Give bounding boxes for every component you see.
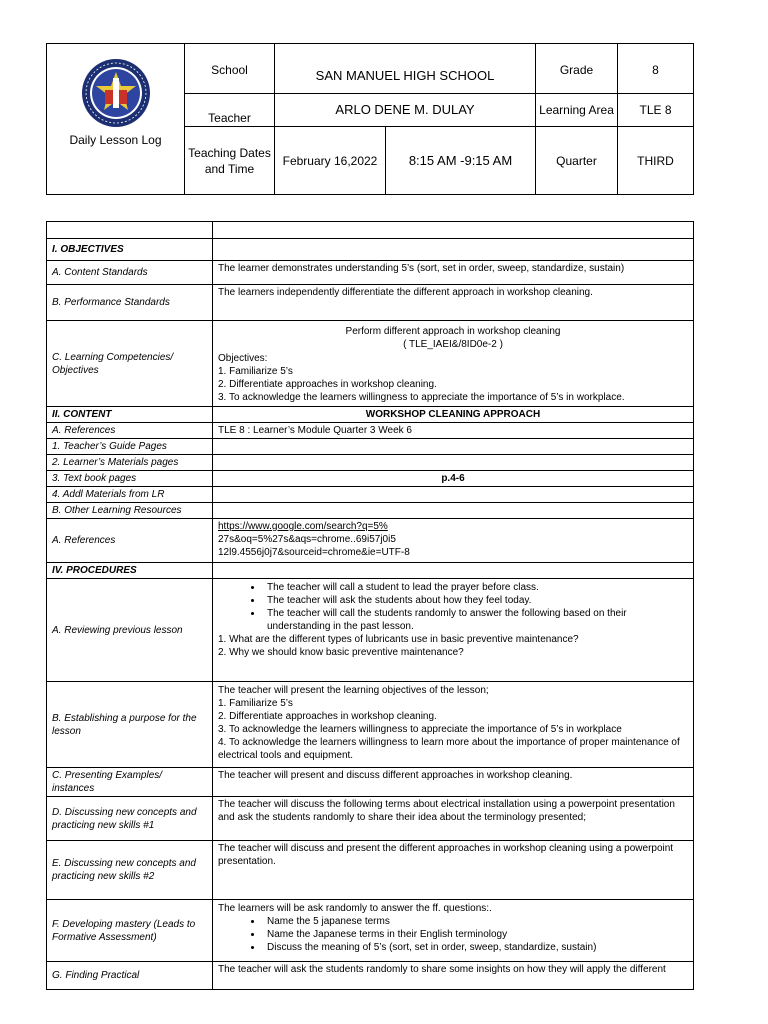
finding-practical-label: G. Finding Practical xyxy=(47,962,213,990)
table-row xyxy=(47,407,694,423)
deped-seal-logo xyxy=(81,58,151,128)
presenting-examples-value: The teacher will present and discuss different approaches in workshop cleaning. xyxy=(213,768,694,797)
other-resources-label: B. Other Learning Resources xyxy=(47,503,213,519)
competency-title: Perform different approach in workshop cleaning xyxy=(345,326,561,337)
purpose-line: 1. Familiarize 5’s xyxy=(218,698,293,709)
table-row xyxy=(47,222,694,239)
table-row xyxy=(47,285,694,321)
competencies-value xyxy=(213,321,694,407)
blank-cell xyxy=(213,439,694,455)
table-row xyxy=(47,455,694,471)
reference-link-line: 27s&oq=5%27s&aqs=chrome..69i57j0i5 xyxy=(218,534,396,545)
quarter-value: THIRD xyxy=(618,127,694,195)
reference-link-line: 12l9.4556j0j7&sourceid=chrome&ie=UTF-8 xyxy=(218,547,410,558)
purpose-line: 3. To acknowledge the learners willingness to appreciate the importance of 5’s in workplace xyxy=(218,724,622,735)
discussing-1-label: D. Discussing new concepts and practicing new skills #1 xyxy=(47,797,213,841)
school-value: SAN MANUEL HIGH SCHOOL xyxy=(275,44,536,94)
mastery-label: F. Developing mastery (Leads to Formative Assessment) xyxy=(47,900,213,962)
grade-label: Grade xyxy=(536,44,618,94)
mastery-bullet-list xyxy=(218,915,688,954)
objective-item: 2. Differentiate approaches in workshop cleaning. xyxy=(218,379,437,390)
content-standards-label: A. Content Standards xyxy=(47,261,213,285)
objective-item: 1. Familiarize 5’s xyxy=(218,366,293,377)
blank-cell xyxy=(213,563,694,579)
table-row xyxy=(47,503,694,519)
discussing-2-label: E. Discussing new concepts and practicing new skills #2 xyxy=(47,841,213,900)
document-title: Daily Lesson Log xyxy=(69,133,162,147)
objective-item: 3. To acknowledge the learners willingness to appreciate the importance of 5’s in workplace. xyxy=(218,392,625,403)
lesson-log-table xyxy=(46,221,694,990)
mastery-intro: The learners will be ask randomly to answer the ff. questions:. xyxy=(218,903,492,914)
school-label: School xyxy=(185,44,275,94)
table-row xyxy=(47,487,694,503)
blank-cell xyxy=(213,222,694,239)
content-value: WORKSHOP CLEANING APPROACH xyxy=(213,407,694,423)
table-row xyxy=(47,579,694,682)
header-table xyxy=(46,43,694,195)
list-item: • The teacher will ask the students about how they feel today. xyxy=(263,594,688,607)
purpose-value xyxy=(213,682,694,768)
list-item: • Name the Japanese terms in their English terminology xyxy=(263,928,688,941)
blank-cell xyxy=(213,487,694,503)
logo-title-cell xyxy=(47,44,185,195)
competency-code: ( TLE_IAEI&/8ID0e-2 ) xyxy=(403,339,503,350)
table-row xyxy=(47,439,694,455)
purpose-line: 2. Differentiate approaches in workshop cleaning. xyxy=(218,711,437,722)
teaching-time-value: 8:15 AM -9:15 AM xyxy=(386,127,536,195)
content-standards-value: The learner demonstrates understanding 5’s (sort, set in order, sweep, standardize, sustain) xyxy=(213,261,694,285)
learning-area-value: TLE 8 xyxy=(618,94,694,127)
teachers-guide-label: 1. Teacher’s Guide Pages xyxy=(47,439,213,455)
table-row xyxy=(47,423,694,439)
table-row xyxy=(47,261,694,285)
table-row xyxy=(47,471,694,487)
purpose-label: B. Establishing a purpose for the lesson xyxy=(47,682,213,768)
teaching-date-value: February 16,2022 xyxy=(275,127,386,195)
table-row xyxy=(47,563,694,579)
performance-standards-value: The learners independently differentiate the different approach in workshop cleaning. xyxy=(213,285,694,321)
references-label: A. References xyxy=(47,423,213,439)
discussing-2-value: The teacher will discuss and present the different approaches in workshop cleaning using a powerpoint presentation. xyxy=(213,841,694,900)
purpose-line: 4. To acknowledge the learners willingness to learn more about the importance of proper maintenance of electrical tools and equipment. xyxy=(218,737,680,761)
reference-link[interactable]: https://www.google.com/search?q=5% xyxy=(218,521,388,532)
list-item: • Name the 5 japanese terms xyxy=(263,915,688,928)
textbook-pages-label: 3. Text book pages xyxy=(47,471,213,487)
purpose-line: The teacher will present the learning objectives of the lesson; xyxy=(218,685,489,696)
table-row xyxy=(47,239,694,261)
references-2-value xyxy=(213,519,694,563)
teacher-value: ARLO DENE M. DULAY xyxy=(275,94,536,127)
discussing-1-value: The teacher will discuss the following terms about electrical installation using a powerpoint presentation and ask the students randomly to share their idea about the terminology presented; xyxy=(213,797,694,841)
performance-standards-label: B. Performance Standards xyxy=(47,285,213,321)
table-row xyxy=(47,321,694,407)
quarter-label: Quarter xyxy=(536,127,618,195)
list-item: • The teacher will call the students randomly to answer the following based on their understanding in the past lesson. xyxy=(263,607,688,633)
blank-cell xyxy=(213,503,694,519)
objectives-heading: Objectives: xyxy=(218,353,268,364)
teaching-dates-label: Teaching Dates and Time xyxy=(185,127,275,195)
list-item: • Discuss the meaning of 5’s (sort, set in order, sweep, standardize, sustain) xyxy=(263,941,688,954)
table-row xyxy=(47,900,694,962)
learners-materials-label: 2. Learner’s Materials pages xyxy=(47,455,213,471)
reviewing-label: A. Reviewing previous lesson xyxy=(47,579,213,682)
blank-cell xyxy=(47,222,213,239)
table-row xyxy=(47,797,694,841)
teacher-label: Teacher xyxy=(185,94,275,127)
mastery-value xyxy=(213,900,694,962)
references-value: TLE 8 : Learner’s Module Quarter 3 Week 6 xyxy=(213,423,694,439)
table-row xyxy=(47,682,694,768)
content-section-label: II. CONTENT xyxy=(47,407,213,423)
table-row xyxy=(47,962,694,990)
grade-value: 8 xyxy=(618,44,694,94)
presenting-examples-label: C. Presenting Examples/ instances xyxy=(47,768,213,797)
list-item: • The teacher will call a student to lead the prayer before class. xyxy=(263,581,688,594)
blank-cell xyxy=(213,239,694,261)
finding-practical-value: The teacher will ask the students randomly to share some insights on how they will apply the different xyxy=(213,962,694,990)
table-row xyxy=(47,519,694,563)
competencies-label: C. Learning Competencies/ Objectives xyxy=(47,321,213,407)
procedures-section-label: IV. PROCEDURES xyxy=(47,563,213,579)
reviewing-value xyxy=(213,579,694,682)
table-row xyxy=(47,841,694,900)
review-question: 2. Why we should know basic preventive maintenance? xyxy=(218,647,464,658)
review-question: 1. What are the different types of lubricants use in basic preventive maintenance? xyxy=(218,634,579,645)
additional-materials-label: 4. Addl Materials from LR xyxy=(47,487,213,503)
references-2-label: A. References xyxy=(47,519,213,563)
learning-area-label: Learning Area xyxy=(536,94,618,127)
blank-cell xyxy=(213,455,694,471)
textbook-pages-value: p.4-6 xyxy=(213,471,694,487)
reviewing-bullet-list xyxy=(218,581,688,633)
objectives-section-label: I. OBJECTIVES xyxy=(47,239,213,261)
table-row xyxy=(47,768,694,797)
